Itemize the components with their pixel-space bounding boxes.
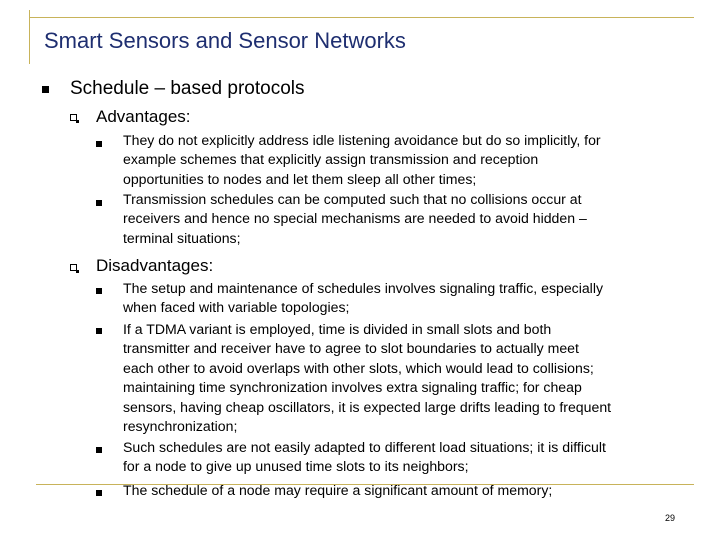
disadvantage-item-2-line-3: each other to avoid overlaps with other slots, which would lead to collisions; bbox=[123, 359, 594, 376]
disadvantage-item-2-line-4: maintaining time synchronization involves extra signaling traffic; for cheap bbox=[123, 379, 582, 396]
disadvantage-item-2-line-6: resynchronization; bbox=[123, 418, 238, 435]
disadvantage-item-2 bbox=[123, 320, 683, 436]
disadvantage-item-4-line-1: The schedule of a node may require a significant amount of memory; bbox=[123, 482, 553, 498]
disadvantage-bullet-1 bbox=[96, 288, 102, 294]
disadvantage-bullet-4 bbox=[96, 490, 102, 496]
disadvantages-bullet bbox=[70, 264, 77, 271]
advantage-bullet-1 bbox=[96, 141, 102, 147]
advantage-item-1-line-2: example schemes that explicitly assign transmission and reception bbox=[123, 151, 539, 168]
disadvantage-item-2-line-1: If a TDMA variant is employed, time is divided in small slots and both bbox=[123, 321, 552, 337]
topic-bullet bbox=[42, 86, 49, 93]
disadvantage-bullet-2 bbox=[96, 328, 102, 334]
disadvantage-item-2-line-2: transmitter and receiver have to agree to slot boundaries to actually meet bbox=[123, 340, 579, 357]
disadvantage-bullet-3 bbox=[96, 447, 102, 453]
advantage-item-1-line-3: opportunities to nodes and let them sleep all other times; bbox=[123, 170, 477, 187]
advantages-heading: Advantages: bbox=[96, 107, 191, 126]
advantages-bullet bbox=[70, 114, 77, 121]
advantage-item-1-line-1: They do not explicitly address idle listening avoidance but do so implicitly, for bbox=[123, 132, 601, 148]
advantage-item-2-line-1: Transmission schedules can be computed such that no collisions occur at bbox=[123, 191, 582, 207]
slide-title: Smart Sensors and Sensor Networks bbox=[44, 28, 406, 53]
disadvantage-item-3 bbox=[123, 438, 683, 477]
page-number: 29 bbox=[665, 513, 676, 523]
topic-heading: Schedule – based protocols bbox=[70, 78, 305, 99]
disadvantage-item-4 bbox=[123, 481, 683, 500]
advantage-item-2-line-2: receivers and hence no special mechanisms are needed to avoid hidden – bbox=[123, 210, 587, 227]
disadvantage-item-3-line-1: Such schedules are not easily adapted to different load situations; it is difficult bbox=[123, 439, 606, 455]
advantage-bullet-2 bbox=[96, 200, 102, 206]
disadvantage-item-1 bbox=[123, 279, 683, 318]
advantage-item-2-line-3: terminal situations; bbox=[123, 229, 241, 246]
frame-vertical-line bbox=[29, 10, 30, 64]
disadvantage-item-1-line-1: The setup and maintenance of schedules involves signaling traffic, especially bbox=[123, 280, 603, 296]
disadvantage-item-3-line-2: for a node to give up unused time slots to its neighbors; bbox=[123, 458, 469, 475]
disadvantage-item-1-line-2: when faced with variable topologies; bbox=[123, 299, 350, 316]
disadvantages-heading: Disadvantages: bbox=[96, 256, 214, 275]
advantage-item-1 bbox=[123, 131, 683, 189]
advantage-item-2 bbox=[123, 190, 683, 248]
disadvantage-item-2-line-5: sensors, having cheap oscillators, it is expected large drifts leading to frequent bbox=[123, 398, 612, 415]
frame-top-line bbox=[29, 17, 694, 18]
